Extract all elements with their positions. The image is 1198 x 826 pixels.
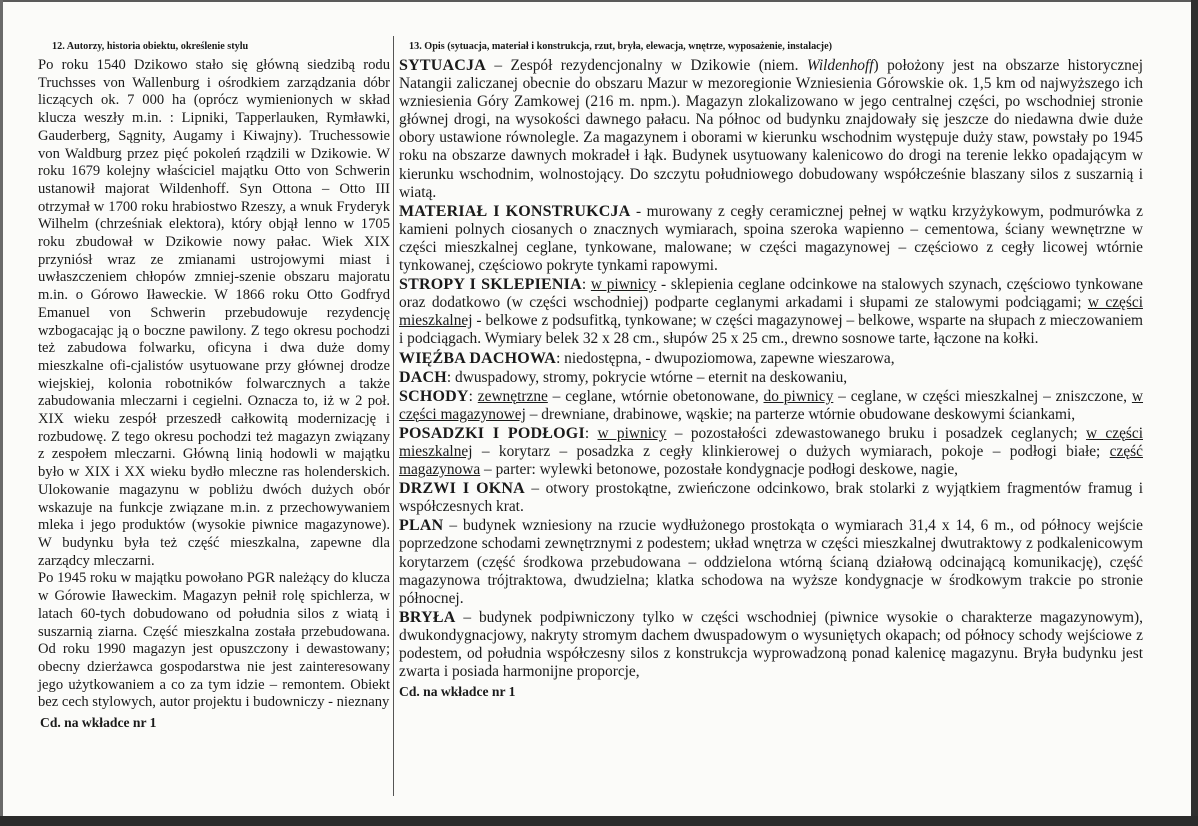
history-paragraph-1: Po roku 1540 Dzikowo stało się główną siedzibą rodu Truchsses von Wallenburg i ośrodkiem zarządzania dóbr liczących ok. 7 000 ha (oprócz wymienionych w skład klucza weszły m.in. : Lipniki, Tapperlauken, Rymławki, Gauderberg, Sągnity, Augamy i Kiwajny). Truchessowie von Waldburg przez pięć pokoleń rządzili w Dzikowie. W roku 1679 kolejny właściciel majątku Otto von Schwerin ustanowił majorat Wildenhoff. Syn Ottona – Otto III otrzymał w 1700 roku hrabiostwo Rzeszy, a wnuk Fryderyk Wilhelm (chrześniak elektora), który objął lenno w 1705 roku zbudował w Dzikowie nowy pałac. Wiek XIX przyniósł wraz ze zmianami ustrojowymi miast i uwłaszczeniem chłopów zmniej-szenie obszaru majoratu m.in. o Górowo Iławeckie. W 1866 roku Otto Godfryd Emanuel von Schwerin przebudowuje rezydencję wzbogacając ją o boczne pawilony. Z tego okresu pochodzi też zabudowa folwarku, oficyna i dwa duże domy mieszkalne ofi-cjalistów usytuowane przy głównej drodze wiejskiej, kolonia robotników folwarcznych a także zabudowania mleczarni i cegielni. Oznacza to, iż w 2 poł. XIX wieku zespół przeszedł całkowitą modernizację i rozbudowę. Z tego okresu pochodzi też magazyn związany z zespołem mleczarni. Główną linią hodowli w majątku było w XIX i XX wieku bydło mleczne ras holenderskich. Ulokowanie magazynu w pobliżu dwóch dużych obór wskazuje na funkcje związane m.in. z przechowywaniem mleka i jego produktów (wysokie piwnice magazynowe). W budynku była też część mieszkalna, zapewne dla zarządcy mleczarni. [38, 57, 390, 569]
section-sytuacja [399, 57, 1143, 202]
column-divider [393, 36, 394, 796]
section-text: - sklepienia ceglane odcinkowe na stalowych szynach, częściowo tynkowane oraz dodatkowo (w części wschodniej) podparte ceglanymi arkadami i słupami ze stalowymi podciągami; [399, 276, 1144, 312]
section-drzwi-okna [399, 480, 1143, 516]
section-subheading: w części mieszkalnej [399, 424, 1143, 460]
scan-bottom-border [0, 816, 1198, 826]
section-subheading: część magazynowa [399, 442, 1143, 479]
section-text: - belkowe z podsufitką, tynkowane; w części magazynowej – belkowe, wsparte na słupach z mieczowaniem i podciągach. Wymiary belek 32 x 28 cm., słupów 25 x 25 cm., drewno sosnowe tarte, łączone na kołki. [399, 312, 1143, 348]
section-text: - murowany z cegły ceramicznej pełnej w wątku krzyżykowym, podmurówka z kamieni polnych ciosanych o znacznych wymiarach, spoina szeroka wapienno – cementowa, ściany wewnętrzne w części mieszkalnej ceglane, tynkowane, malowane; w części magazynowej – częściowo z cegły licowej wtórnie tynkowanej, częściowo pokryte tynkami rapowymi. [399, 202, 1143, 275]
section-text: – budynek wzniesiony na rzucie wydłużonego prostokąta o wymiarach 31,4 x 14, 6 m., od północy wejście poprzedzone schodami zewnętrznymi z podestem; układ wnętrza w części mieszkalnej dwutraktowy z podkalenicowym korytarzem (część środkowa przebudowana – oddzielona wtórną ścianą działową odcinającą komunikację), część magazynowa trójtraktowa, dwudzielna; klatka schodowa na wyższe kondygnacje w środkowym trakcie po stronie północnej. [399, 517, 1143, 607]
section-text: – parter: wylewki betonowe, pozostałe kondygnacje podłogi deskowe, nagie, [480, 461, 959, 479]
section-title: POSADZKI I PODŁOGI [399, 424, 585, 442]
section-title: BRYŁA [399, 608, 456, 626]
section-bryla [399, 609, 1143, 681]
section-text: – otwory prostokątne, zwieńczone odcinkowo, brak stolarki z wyjątkiem fragmentów framug i współczesnych krat. [399, 480, 1143, 516]
section-text: : [468, 387, 478, 405]
section-title: PLAN [399, 517, 444, 535]
section-text: : [584, 424, 598, 442]
section-plan [399, 517, 1143, 607]
section-schody [399, 388, 1143, 424]
section-text: – drewniane, drabinowe, wąskie; na parterze wtórnie obudowane deskowymi ściankami, [525, 405, 1076, 423]
section-material [399, 203, 1143, 275]
section-text-italic: Wildenhoff [806, 57, 874, 74]
section-text: – ceglane, wtórnie obetonowane, [547, 387, 764, 405]
section-posadzki [399, 425, 1143, 479]
section-text: – korytarz – posadzka z cegły klinkierowej o dużych wymiarach, pokoje – podłogi białe; [472, 442, 1110, 460]
section-subheading: w piwnicy [590, 276, 657, 294]
section-subheading: w części magazynowej [399, 387, 1144, 423]
scan-top-border [0, 0, 1198, 2]
history-heading: 12. Autorzy, historia obiektu, określenie stylu [52, 41, 249, 52]
section-wiezba [399, 350, 1143, 368]
section-text: : [581, 276, 591, 294]
section-text: – pozostałości zdewastowanego bruku i posadzek ceglanych; [666, 424, 1086, 442]
section-title: MATERIAŁ I KONSTRUKCJA [399, 202, 631, 220]
continuation-note-left: Cd. na wkładce nr 1 [40, 715, 157, 731]
scan-right-border [1191, 0, 1198, 826]
section-subheading: do piwnicy [763, 387, 834, 405]
section-subheading: w części mieszkalnej [399, 294, 1143, 330]
section-text: ) położony jest na obszarze historycznej Natangii zaliczanej obecnie do obszaru Mazur w mezoregionie Wzniesienia Górowskie ok. 1,5 km od najwyższego ich wzniesienia Góry Zamkowej (216 m. npm.). Magazyn zlokalizowano w jego centralnej części, po wschodniej stronie głównej drogi, na wysokości dawnego pałacu. Na północ od budynku znajdowały się jeszcze do niedawna dwie duże obory ustawione równolegle. Za magazynem i oborami w kierunku wschodnim występuje duży staw, powstały po 1945 roku na obszarze dawnych mokradeł i łąk. Budynek usytuowany kalenicowo do drogi na terenie lekko opadającym w kierunku wschodnim, wolnostojący. Do szczytu południowego dobudowany współcześnie blaszany silos z suszarnią i wiatą. [399, 57, 1143, 201]
section-dach [399, 369, 1143, 387]
section-text: : niedostępna, - dwupoziomowa, zapewne wieszarowa, [556, 349, 895, 367]
section-text: – ceglane, w części mieszkalnej – zniszczone, [833, 387, 1132, 405]
section-stropy [399, 276, 1143, 348]
description-column [399, 38, 1143, 701]
continuation-note-right: Cd. na wkładce nr 1 [399, 684, 516, 700]
section-title: STROPY I SKLEPIENIA [399, 276, 582, 294]
section-title: SYTUACJA [399, 57, 486, 74]
section-subheading: w piwnicy [597, 424, 667, 442]
section-subheading: zewnętrzne [477, 387, 548, 405]
section-text: – budynek podpiwniczony tylko w części wschodniej (piwnice wysokie o charakterze magazynowym), dwukondygnacjowy, nakryty stromym dachem dwuspadowym o wysuniętych okapach; od północy schody wejściowe z podestem, od południa współczesny silos z konstrukcja wyprowadzoną ponad kalenicę magazynu. Bryła budynku jest zwarta i posiada harmonijne proporcje, [399, 608, 1143, 681]
section-title: SCHODY [399, 387, 469, 405]
section-title: DRZWI I OKNA [399, 480, 525, 498]
description-heading: 13. Opis (sytuacja, materiał i konstrukcja, rzut, bryła, elewacja, wnętrze, wyposażenie, instalacje) [409, 41, 832, 52]
history-paragraph-2: Po 1945 roku w majątku powołano PGR należący do klucza w Górowie Iławeckim. Magazyn pełnił rolę spichlerza, w latach 60-tych dobudowano od południa silos z wiatą i suszarnią ziarna. Część mieszkalna została przebudowana. Od roku 1990 magazyn jest opuszczony i dewastowany; obecny dzierżawca gospodarstwa nie jest zainteresowany jego użytkowaniem a co za tym idzie – remontem. Obiekt bez cech stylowych, autor projektu i budowniczy - nieznany [38, 570, 390, 711]
section-title: WIĘŹBA DACHOWA [399, 349, 557, 367]
section-title: DACH [399, 368, 447, 386]
section-text: : dwuspadowy, stromy, pokrycie wtórne – eternit na deskowaniu, [446, 368, 848, 386]
history-column [38, 38, 390, 732]
scan-left-border [0, 0, 3, 826]
section-text: – Zespół rezydencjonalny w Dzikowie (niem. [485, 57, 807, 74]
